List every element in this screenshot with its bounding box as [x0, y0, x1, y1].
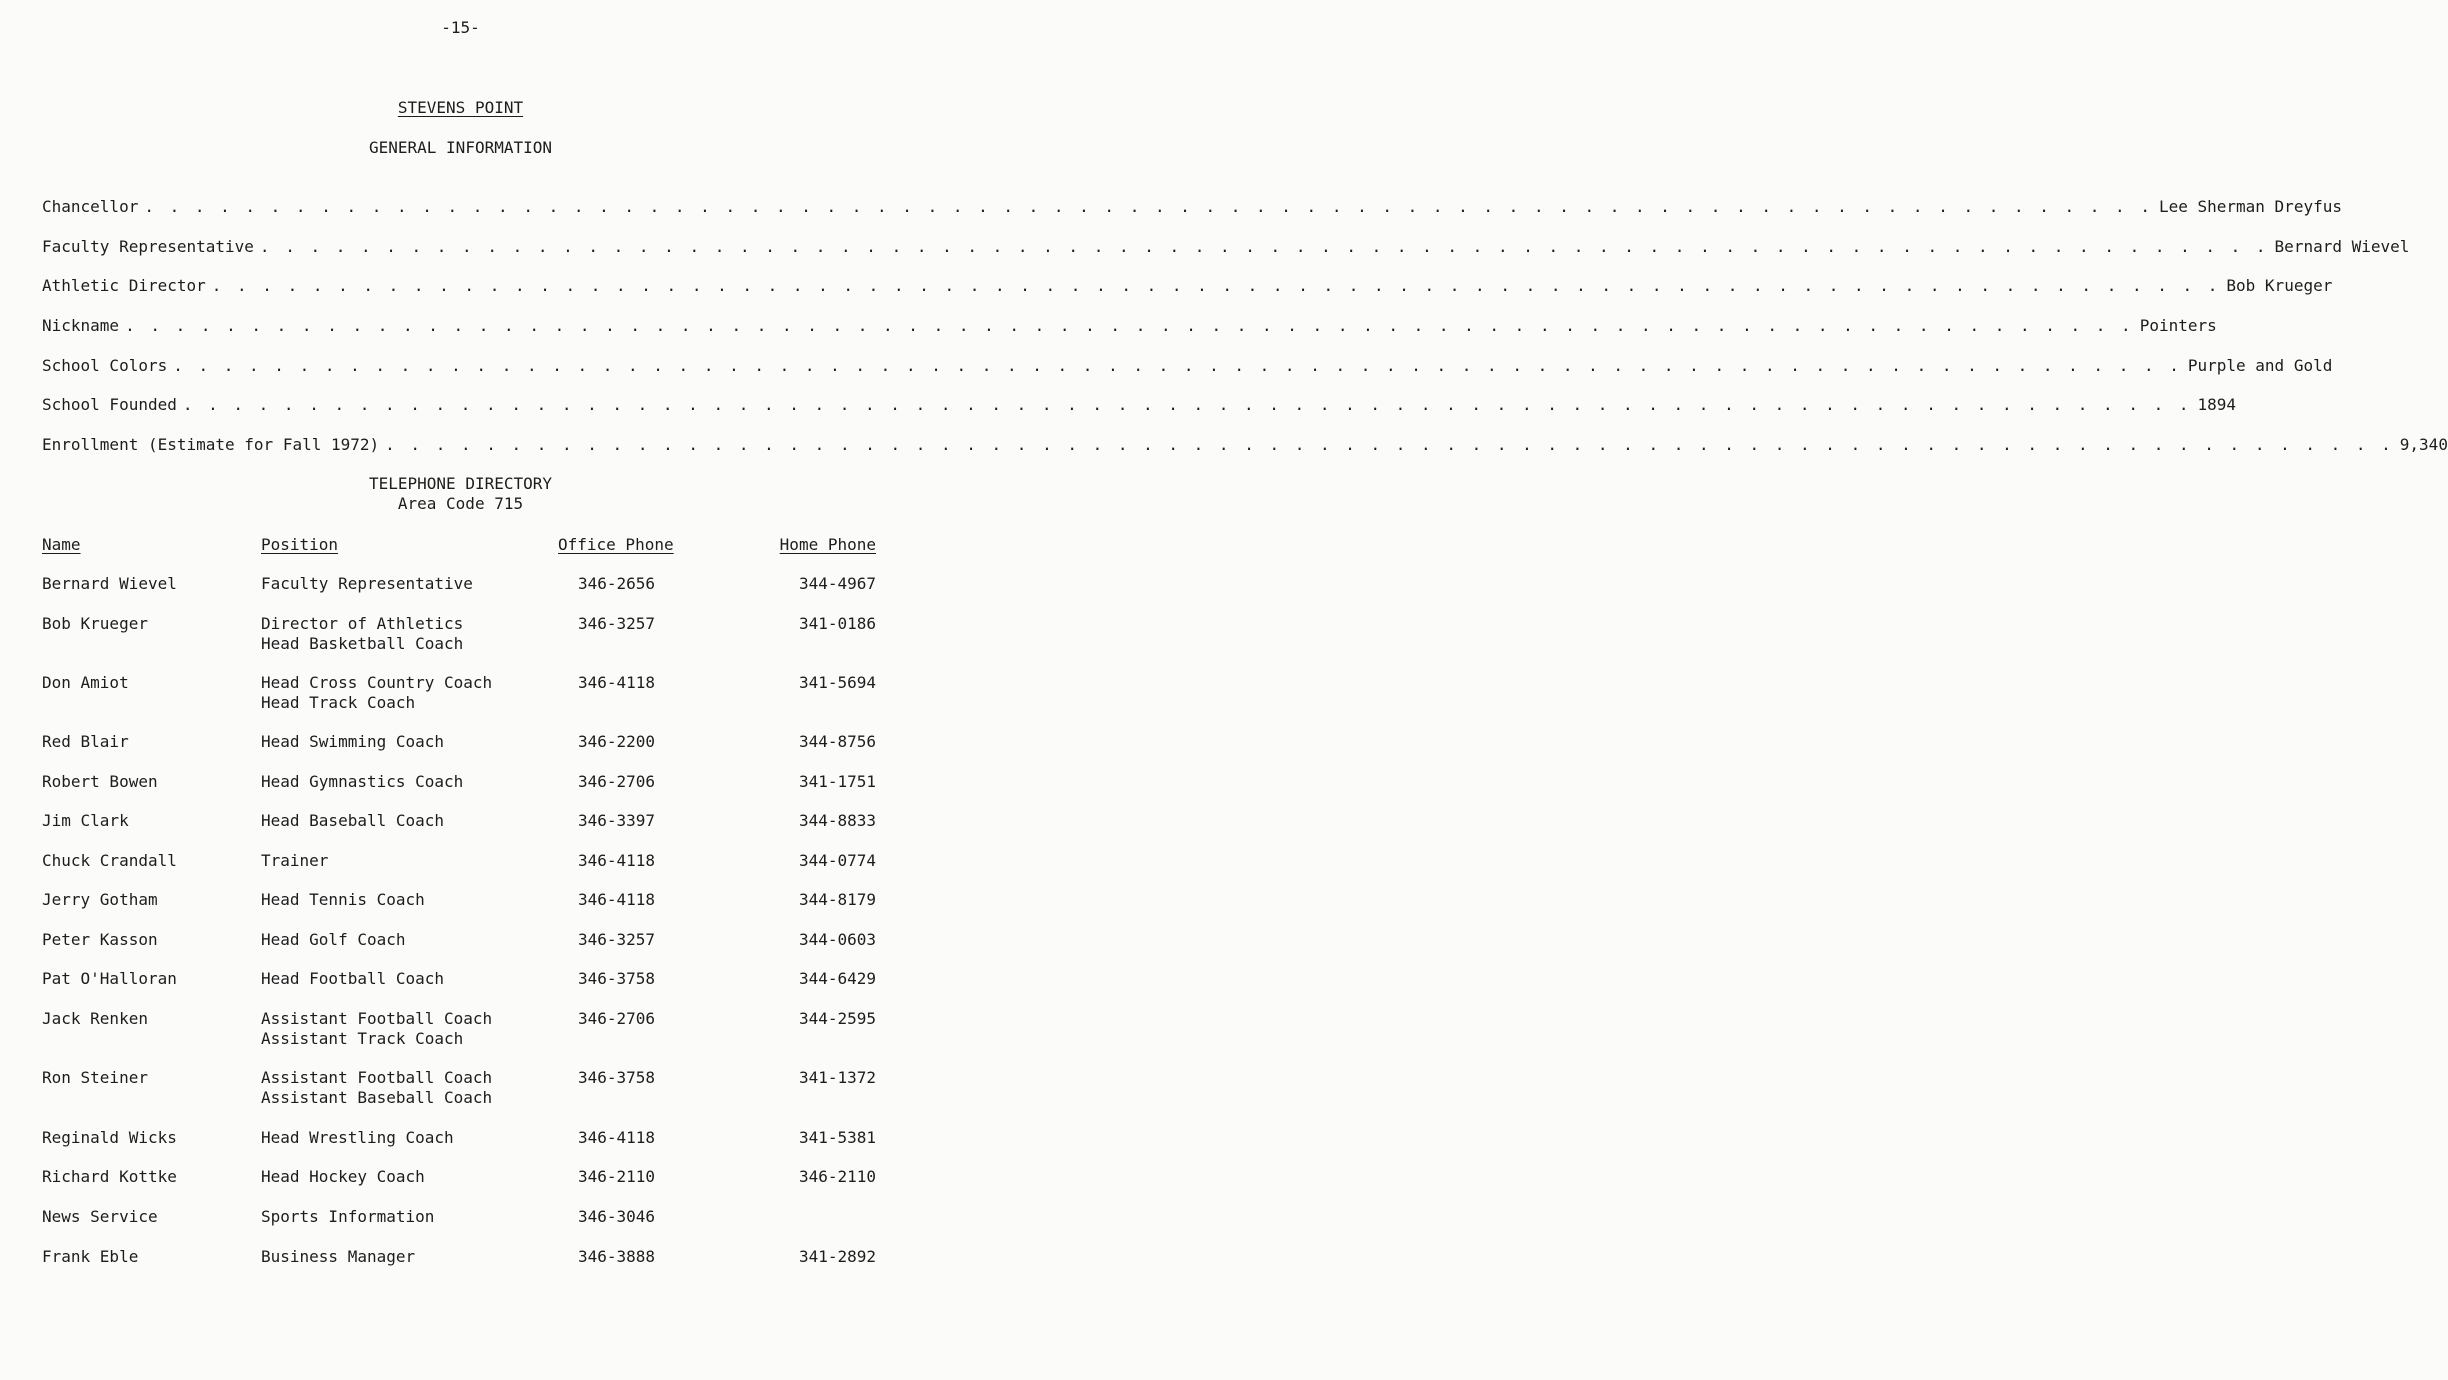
contact-name: Jack Renken	[42, 1009, 148, 1028]
general-info-label: Enrollment (Estimate for Fall 1972)	[42, 435, 380, 454]
contact-position: Assistant Football Coach	[261, 1068, 493, 1087]
general-info-label: Athletic Director	[42, 276, 206, 295]
general-info-label: Chancellor	[42, 197, 139, 216]
general-info-label: School Founded	[42, 395, 177, 414]
contact-name: Bob Krueger	[42, 614, 148, 633]
contact-position: Head Wrestling Coach	[261, 1128, 454, 1147]
office-phone: 346-3257	[578, 930, 656, 949]
home-phone: 341-5381	[798, 1128, 876, 1147]
general-info-label: Faculty Representative	[42, 237, 254, 256]
contact-name: Ron Steiner	[42, 1068, 148, 1087]
area-code: Area Code 715	[397, 494, 524, 513]
page-number: -15-	[441, 18, 480, 37]
contact-position: Head Baseball Coach	[261, 811, 445, 830]
contact-name: Don Amiot	[42, 673, 129, 692]
office-phone: 346-3758	[578, 969, 656, 988]
general-info-value: Purple and Gold	[2187, 356, 2333, 375]
dot-leader: . . . . . . . . . . . . . . . . . . . . . . . . . . . . . . . . . . . . . . . . . . . . . . . . . . . . . . . . . . . . . . . . . . . . . . . . . . . . . . . .	[385, 435, 2394, 454]
contact-name: Richard Kottke	[42, 1167, 177, 1186]
office-phone: 346-3257	[578, 614, 656, 633]
general-info-value: Bernard Wievel	[2274, 237, 2410, 256]
general-info-label: Nickname	[42, 316, 120, 335]
general-info-row	[42, 435, 2448, 457]
contact-position: Head Basketball Coach	[261, 634, 464, 653]
home-phone: 341-0186	[798, 614, 876, 633]
general-info-value: Lee Sherman Dreyfus	[2158, 197, 2342, 216]
contact-position: Head Track Coach	[261, 693, 416, 712]
page-title: STEVENS POINT	[397, 98, 524, 117]
contact-position: Assistant Baseball Coach	[261, 1088, 493, 1107]
home-phone: 344-8756	[798, 732, 876, 751]
home-phone: 341-2892	[798, 1247, 876, 1266]
contact-position: Sports Information	[261, 1207, 435, 1226]
contact-name: Pat O'Halloran	[42, 969, 177, 988]
home-phone: 341-1372	[798, 1068, 876, 1087]
general-info-row	[42, 395, 2237, 417]
column-header-home-phone: Home Phone	[779, 535, 876, 554]
general-info-heading: GENERAL INFORMATION	[368, 138, 553, 157]
dot-leader: . . . . . . . . . . . . . . . . . . . . . . . . . . . . . . . . . . . . . . . . . . . . . . . . . . . . . . . . . . . . . . . . . . . . . . . . . . . . . . . .	[144, 197, 2153, 216]
office-phone: 346-2200	[578, 732, 656, 751]
home-phone: 344-6429	[798, 969, 876, 988]
contact-position: Head Football Coach	[261, 969, 445, 988]
column-header-office-phone: Office Phone	[558, 535, 674, 554]
dot-leader: . . . . . . . . . . . . . . . . . . . . . . . . . . . . . . . . . . . . . . . . . . . . . . . . . . . . . . . . . . . . . . . . . . . . . . . . . . . . . . . .	[173, 356, 2182, 375]
home-phone: 344-8833	[798, 811, 876, 830]
general-info-value: 1894	[2197, 395, 2237, 414]
contact-position: Head Tennis Coach	[261, 890, 425, 909]
contact-position: Trainer	[261, 851, 329, 870]
dot-leader: . . . . . . . . . . . . . . . . . . . . . . . . . . . . . . . . . . . . . . . . . . . . . . . . . . . . . . . . . . . . . . . . . . . . . . . . . . . . . . . .	[182, 395, 2192, 414]
contact-name: Chuck Crandall	[42, 851, 177, 870]
dot-leader: . . . . . . . . . . . . . . . . . . . . . . . . . . . . . . . . . . . . . . . . . . . . . . . . . . . . . . . . . . . . . . . . . . . . . . . . . . . . . . . .	[259, 237, 2269, 256]
office-phone: 346-2656	[578, 574, 656, 593]
contact-name: Bernard Wievel	[42, 574, 177, 593]
dot-leader: . . . . . . . . . . . . . . . . . . . . . . . . . . . . . . . . . . . . . . . . . . . . . . . . . . . . . . . . . . . . . . . . . . . . . . . . . . . . . . . .	[211, 276, 2221, 295]
dot-leader: . . . . . . . . . . . . . . . . . . . . . . . . . . . . . . . . . . . . . . . . . . . . . . . . . . . . . . . . . . . . . . . . . . . . . . . . . . . . . . . .	[125, 316, 2134, 335]
contact-position: Director of Athletics	[261, 614, 464, 633]
office-phone: 346-3888	[578, 1247, 656, 1266]
home-phone: 344-0603	[798, 930, 876, 949]
contact-position: Head Hockey Coach	[261, 1167, 425, 1186]
home-phone: 344-4967	[798, 574, 876, 593]
home-phone: 346-2110	[798, 1167, 876, 1186]
office-phone: 346-2110	[578, 1167, 656, 1186]
contact-position: Assistant Football Coach	[261, 1009, 493, 1028]
home-phone: 344-2595	[798, 1009, 876, 1028]
office-phone: 346-4118	[578, 673, 656, 692]
column-header-name: Name	[42, 535, 81, 554]
contact-position: Faculty Representative	[261, 574, 473, 593]
contact-position: Business Manager	[261, 1247, 416, 1266]
general-info-label: School Colors	[42, 356, 168, 375]
office-phone: 346-3758	[578, 1068, 656, 1087]
contact-name: Frank Eble	[42, 1247, 139, 1266]
general-info-row	[42, 197, 2342, 219]
general-info-row	[42, 237, 2410, 259]
office-phone: 346-2706	[578, 772, 656, 791]
contact-name: Jerry Gotham	[42, 890, 158, 909]
office-phone: 346-2706	[578, 1009, 656, 1028]
column-header-position: Position	[261, 535, 339, 554]
general-info-row	[42, 356, 2333, 378]
contact-name: Red Blair	[42, 732, 129, 751]
contact-name: Jim Clark	[42, 811, 129, 830]
contact-position: Head Gymnastics Coach	[261, 772, 464, 791]
home-phone: 341-5694	[798, 673, 876, 692]
office-phone: 346-3046	[578, 1207, 656, 1226]
general-info-value: Pointers	[2139, 316, 2217, 335]
contact-name: Reginald Wicks	[42, 1128, 177, 1147]
home-phone: 344-8179	[798, 890, 876, 909]
contact-name: Peter Kasson	[42, 930, 158, 949]
general-info-row	[42, 316, 2217, 338]
office-phone: 346-4118	[578, 1128, 656, 1147]
contact-position: Assistant Track Coach	[261, 1029, 464, 1048]
contact-position: Head Swimming Coach	[261, 732, 445, 751]
general-info-value: Bob Krueger	[2226, 276, 2333, 295]
office-phone: 346-4118	[578, 890, 656, 909]
contact-name: News Service	[42, 1207, 158, 1226]
office-phone: 346-4118	[578, 851, 656, 870]
general-info-value: 9,340	[2399, 435, 2448, 454]
contact-name: Robert Bowen	[42, 772, 158, 791]
contact-position: Head Golf Coach	[261, 930, 406, 949]
directory-heading: TELEPHONE DIRECTORY	[368, 474, 553, 493]
office-phone: 346-3397	[578, 811, 656, 830]
general-info-row	[42, 276, 2333, 298]
home-phone: 341-1751	[798, 772, 876, 791]
contact-position: Head Cross Country Coach	[261, 673, 493, 692]
home-phone: 344-0774	[798, 851, 876, 870]
